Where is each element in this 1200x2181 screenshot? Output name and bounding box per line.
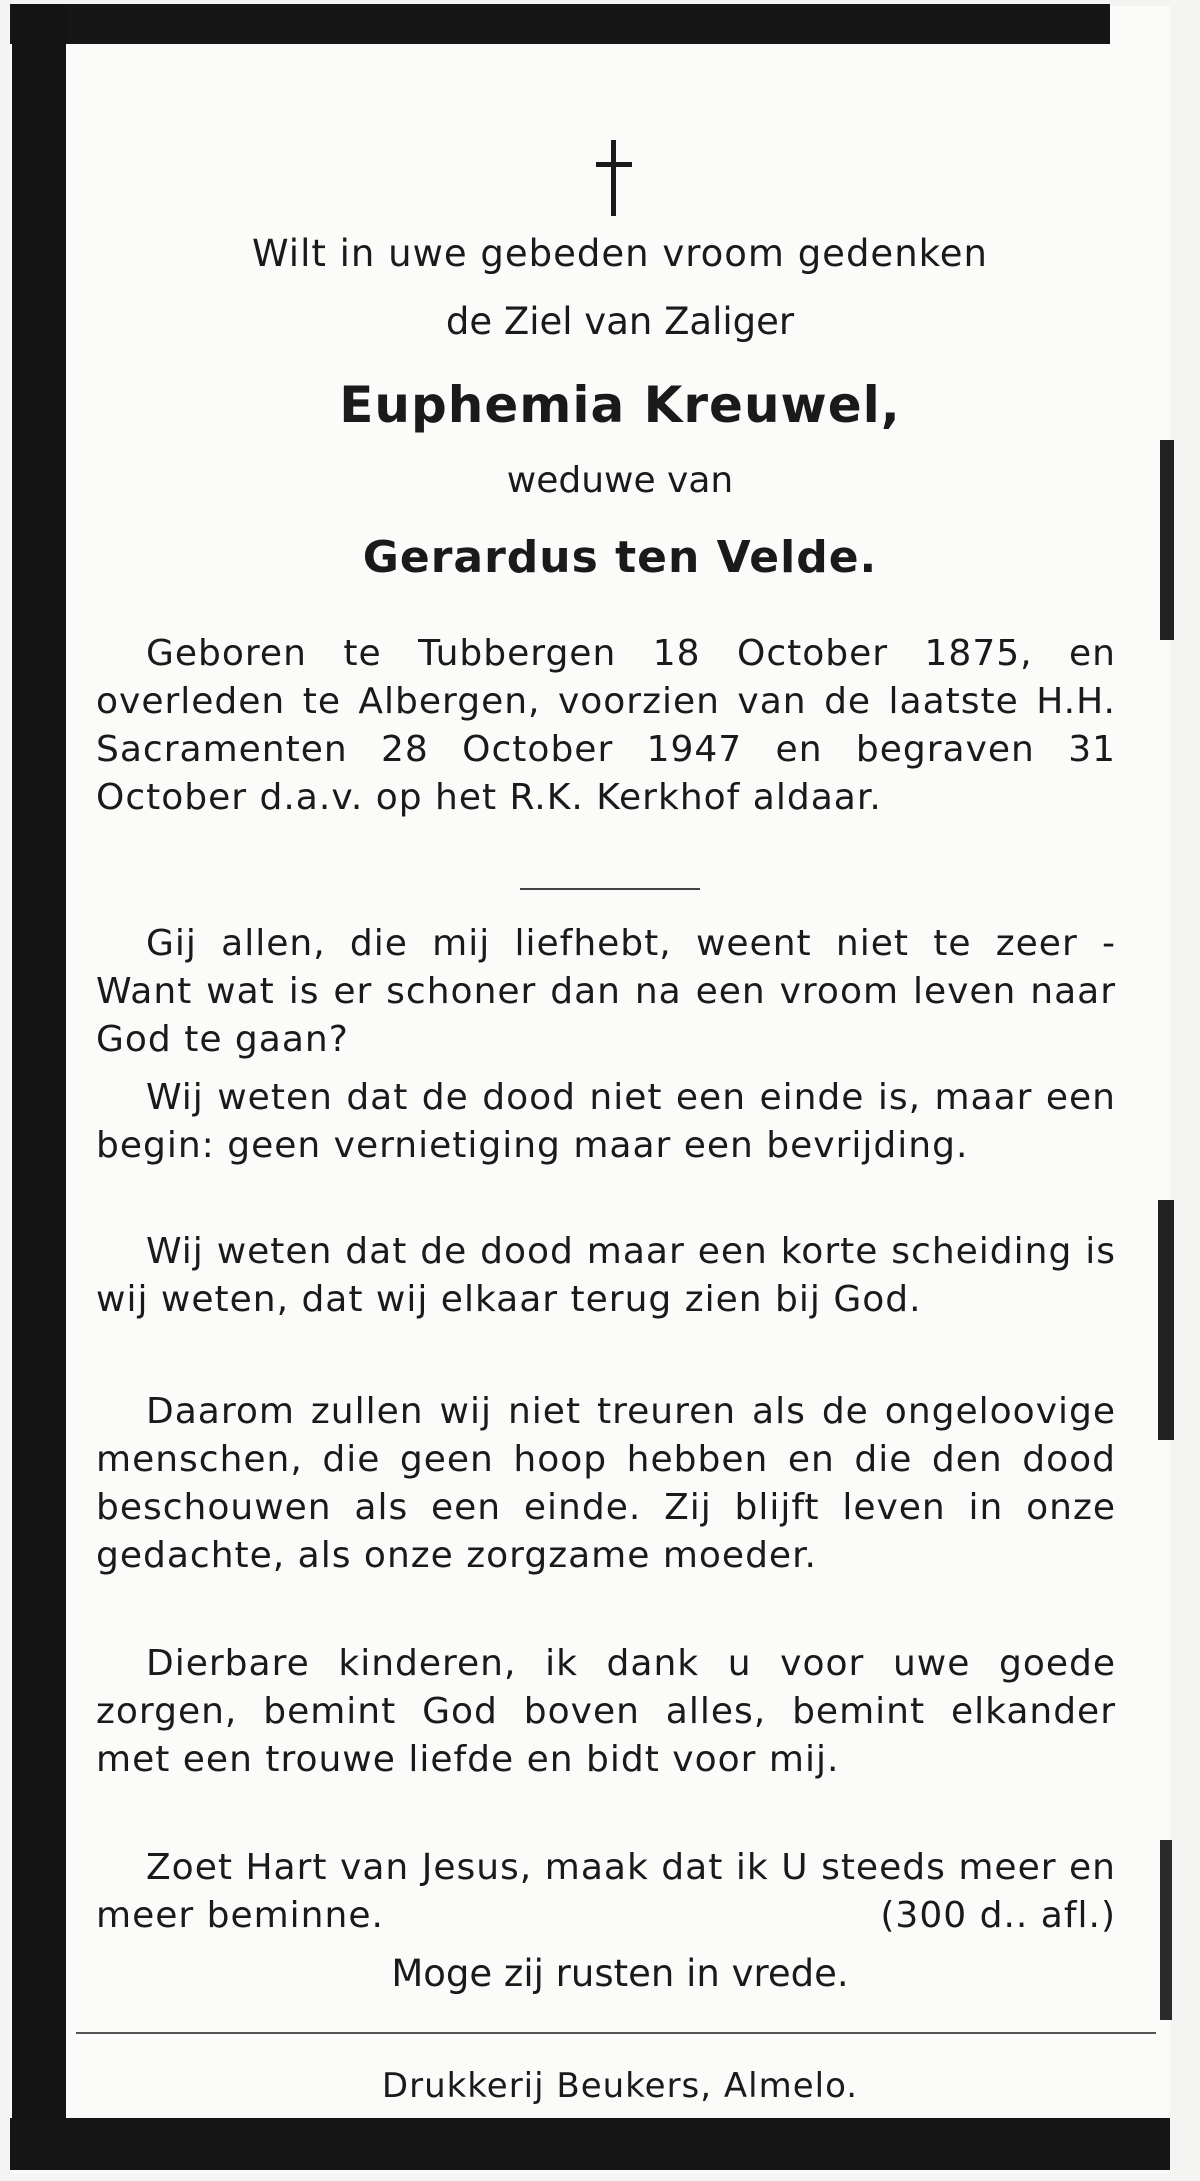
indulgence-note: (300 d.. afl.) (880, 1895, 1116, 1936)
mourning-border-left (12, 4, 66, 2164)
verse-paragraph (96, 1228, 1116, 1324)
mourning-border-right (1160, 440, 1174, 640)
prayer-request-line: Wilt in uwe gebeden vroom gedenken (252, 232, 988, 275)
verse-paragraph (96, 920, 1116, 1064)
bio-paragraph (96, 630, 1116, 822)
cross-icon (592, 140, 636, 216)
deceased-name: Euphemia Kreuwel, (339, 376, 901, 434)
divider (520, 888, 700, 890)
spouse-name: Gerardus ten Velde. (362, 532, 878, 583)
soul-line: de Ziel van Zaliger (445, 300, 795, 343)
footer-divider (76, 2032, 1156, 2034)
verse-text: Daarom zullen wij niet treuren als de ongeloovige menschen, die geen hoop hebben en die den dood beschouwen als een einde. Zij blijft leven in onze gedachte, als onze zorgzame moeder. (96, 1391, 1116, 1576)
mourning-border-right (1160, 1840, 1172, 2020)
verse-text: Dierbare kinderen, ik dank u voor uwe goede zorgen, bemint God boven alles, bemint elkander met een trouwe liefde en bidt voor mij. (96, 1643, 1116, 1780)
verse-paragraph (96, 1388, 1116, 1580)
verse-text: Gij allen, die mij liefhebt, weent niet te zeer - Want wat is er schoner dan na een vroom leven naar God te gaan? (96, 923, 1116, 1060)
verse-text: Wij weten dat de dood maar een korte scheiding is wij weten, dat wij elkaar terug zien bij God. (96, 1231, 1116, 1320)
verse-paragraph (96, 1074, 1116, 1170)
mourning-border-right (1158, 1200, 1174, 1440)
bio-text: Geboren te Tubbergen 18 October 1875, en overleden te Albergen, voorzien van de laatste H.H. Sacramenten 28 October 1947 en begraven 31 October d.a.v. op het R.K. Kerkhof aldaar. (96, 633, 1116, 818)
verse-text: Wij weten dat de dood niet een einde is, maar een begin: geen vernietiging maar een bevrijding. (96, 1077, 1116, 1166)
mourning-border-top (10, 4, 1110, 44)
verse-paragraph (96, 1640, 1116, 1784)
prayer-text: Zoet Hart van Jesus, maak dat ik U steeds meer en meer beminne. (96, 1847, 1116, 1936)
closing-line: Moge zij rusten in vrede. (391, 1952, 849, 1995)
widow-of-line: weduwe van (506, 460, 734, 501)
prayer-paragraph (96, 1844, 1116, 1940)
printer-imprint: Drukkerij Beukers, Almelo. (381, 2066, 859, 2106)
mourning-border-bottom (10, 2118, 1170, 2170)
